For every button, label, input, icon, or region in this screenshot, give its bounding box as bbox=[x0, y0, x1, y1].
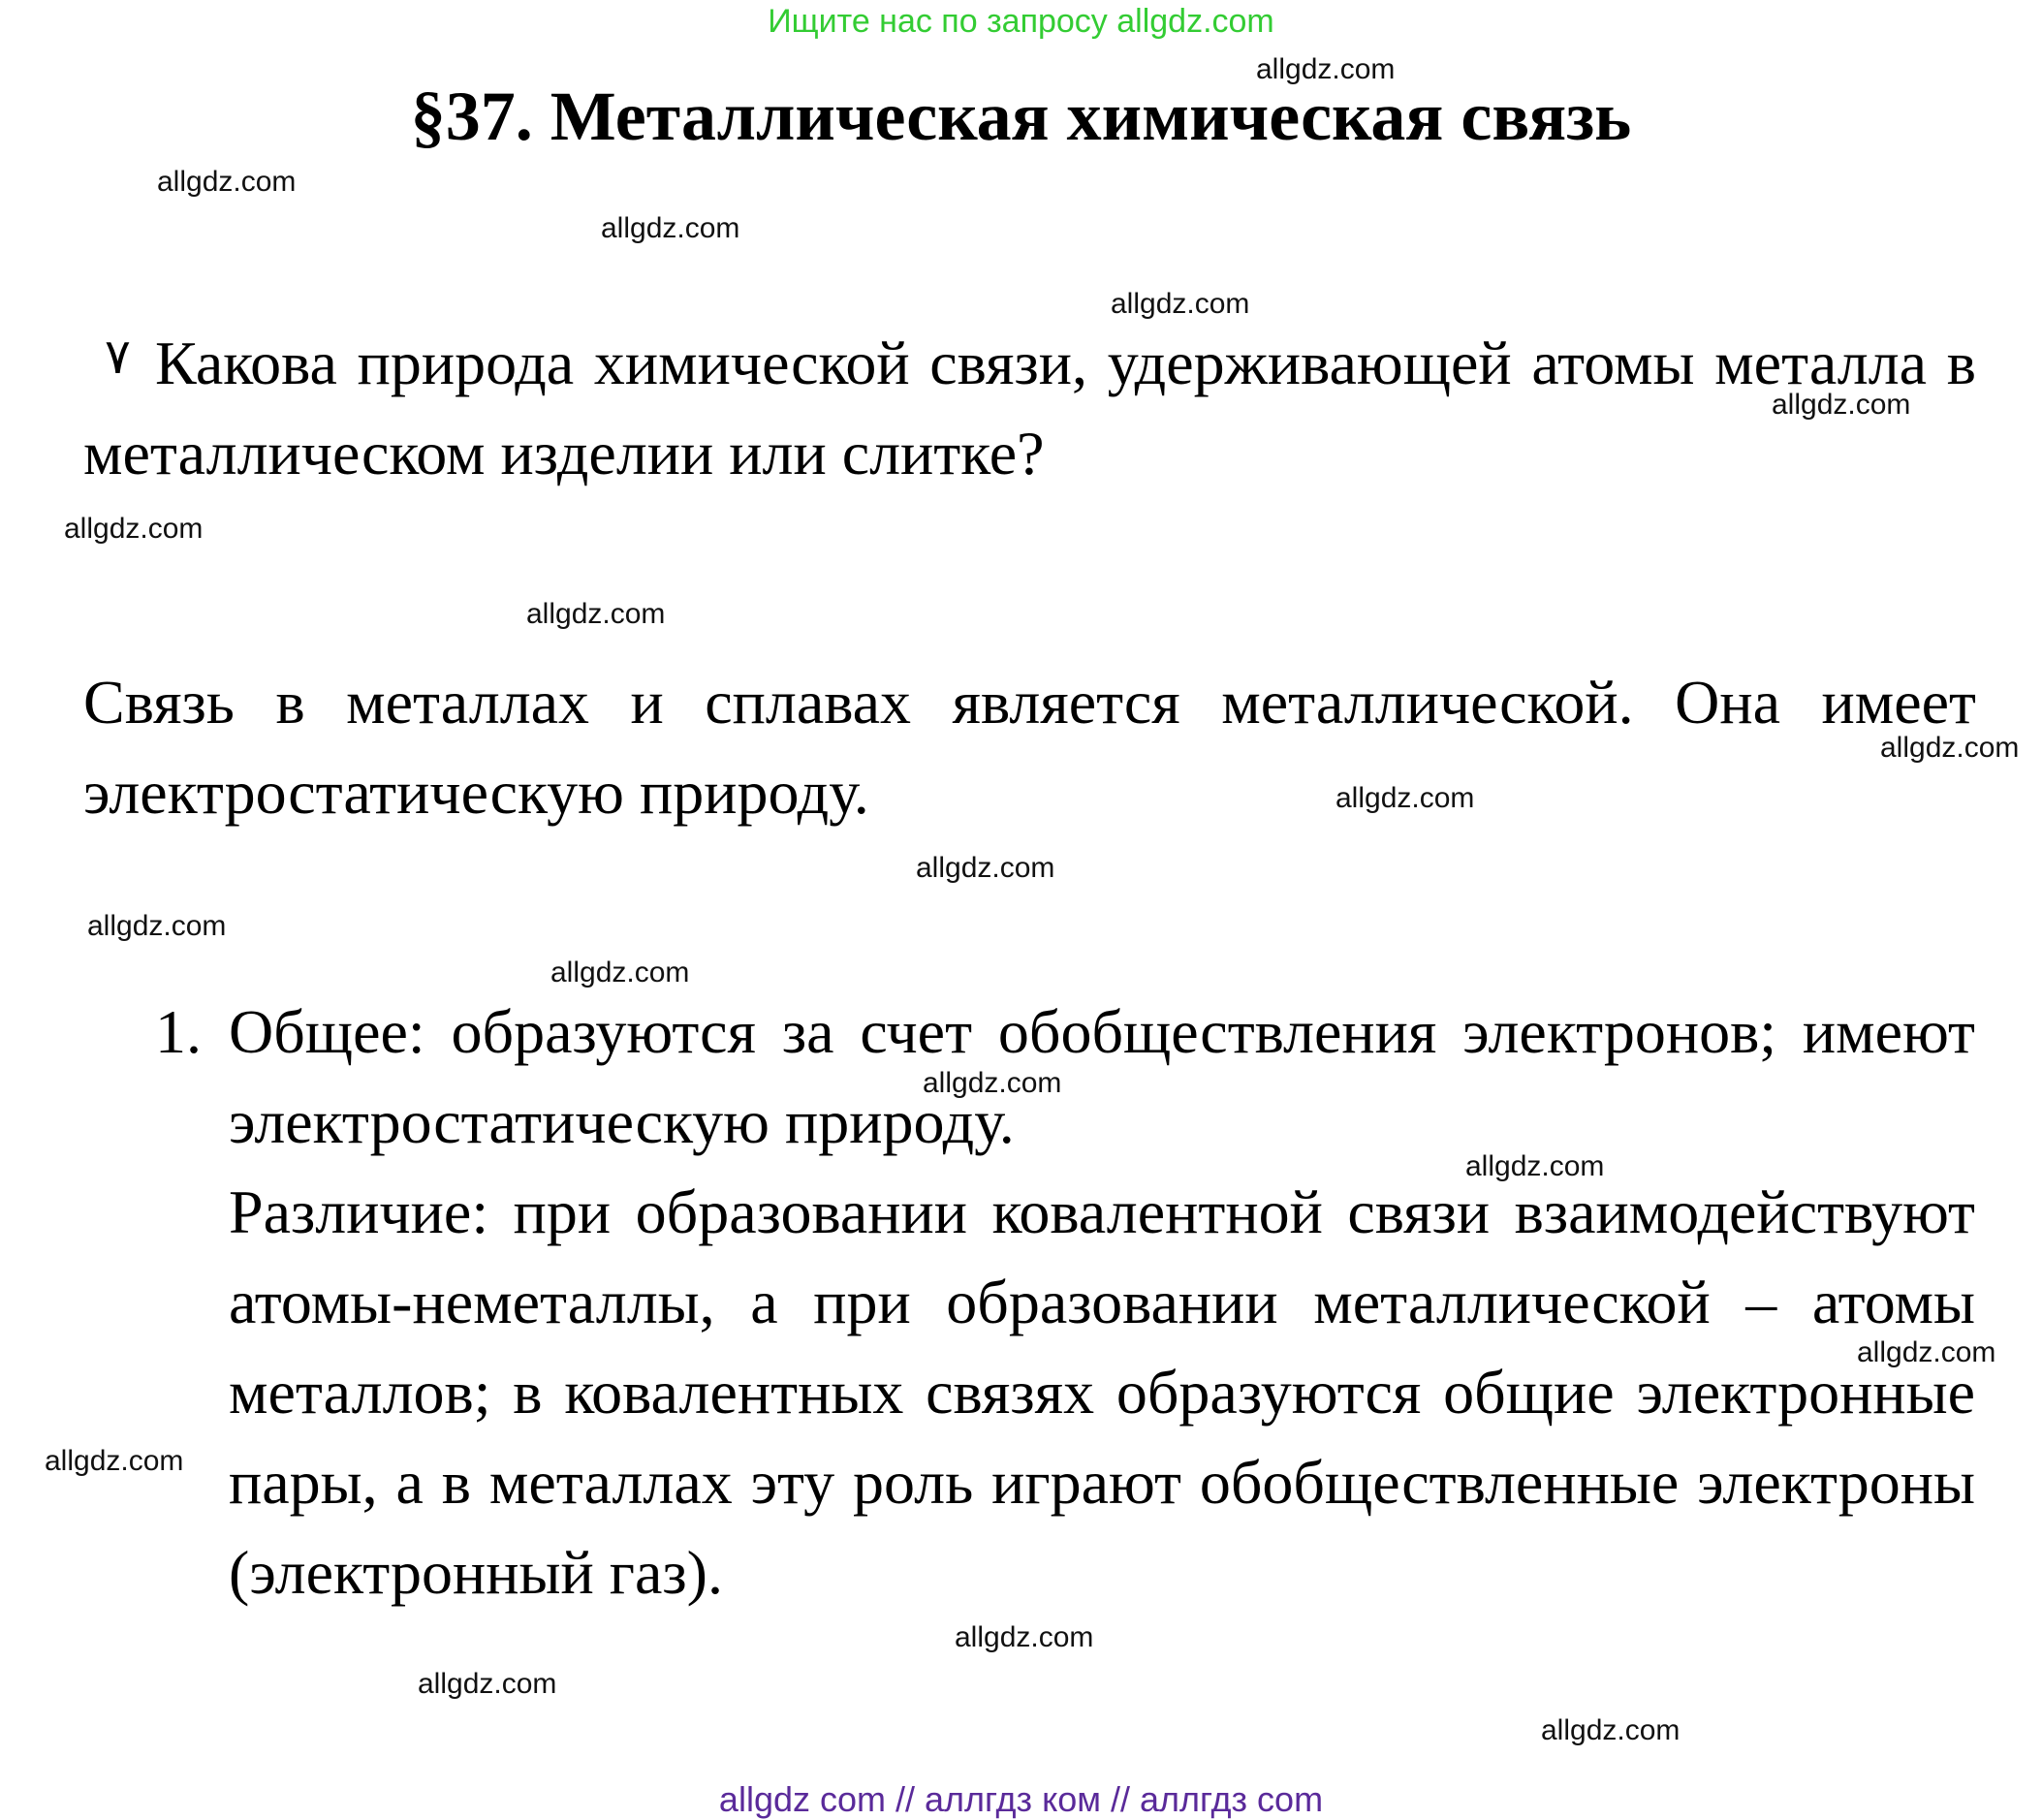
watermark: allgdz.com bbox=[418, 1668, 557, 1700]
watermark: allgdz.com bbox=[1880, 732, 2020, 764]
list-item bbox=[229, 987, 1975, 1617]
watermark: allgdz.com bbox=[550, 957, 690, 988]
list-number: 1. bbox=[155, 997, 202, 1066]
watermark: allgdz.com bbox=[955, 1621, 1094, 1653]
watermark: allgdz.com bbox=[1541, 1714, 1681, 1746]
watermark: allgdz.com bbox=[923, 1067, 1062, 1099]
watermark: allgdz.com bbox=[87, 910, 227, 942]
watermark: allgdz.com bbox=[1256, 53, 1396, 85]
watermark: allgdz.com bbox=[1772, 389, 1911, 421]
page-title: §37. Металлическая химическая связь bbox=[410, 78, 1632, 155]
question-block bbox=[83, 318, 1976, 498]
top-banner: Ищите нас по запросу allgdz.com bbox=[768, 3, 1274, 40]
watermark: allgdz.com bbox=[1465, 1150, 1605, 1182]
watermark: allgdz.com bbox=[601, 212, 740, 244]
difference-text: Различие: при образовании ковалентной связи взаимодействуют атомы-неметаллы, а при образовании металлической – атомы металлов; в ковалентных связях образуются общие электронные пары, а в металлах эту роль играют обобществленные электроны (электронный газ). bbox=[229, 1177, 1975, 1607]
common-text: Общее: образуются за счет обобществления электронов; имеют электростатическую природу. bbox=[229, 997, 1975, 1156]
watermark: allgdz.com bbox=[157, 166, 297, 198]
watermark: allgdz.com bbox=[1111, 288, 1250, 320]
watermark: allgdz.com bbox=[916, 852, 1055, 884]
question-marker: ٧ bbox=[105, 329, 131, 385]
answer-text: Связь в металлах и сплавах является металлической. Она имеет электростатическую природу. bbox=[83, 668, 1976, 827]
watermark: allgdz.com bbox=[64, 513, 204, 545]
question-text: Какова природа химической связи, удерживающей атомы металла в металлическом изделии или слитке? bbox=[83, 329, 1976, 487]
watermark: allgdz.com bbox=[1335, 782, 1475, 814]
watermark: allgdz.com bbox=[45, 1445, 184, 1477]
footer-watermark: allgdz com // аллгдз ком // аллгдз com bbox=[718, 1779, 1324, 1819]
watermark: allgdz.com bbox=[1857, 1336, 1996, 1368]
watermark: allgdz.com bbox=[526, 598, 666, 630]
